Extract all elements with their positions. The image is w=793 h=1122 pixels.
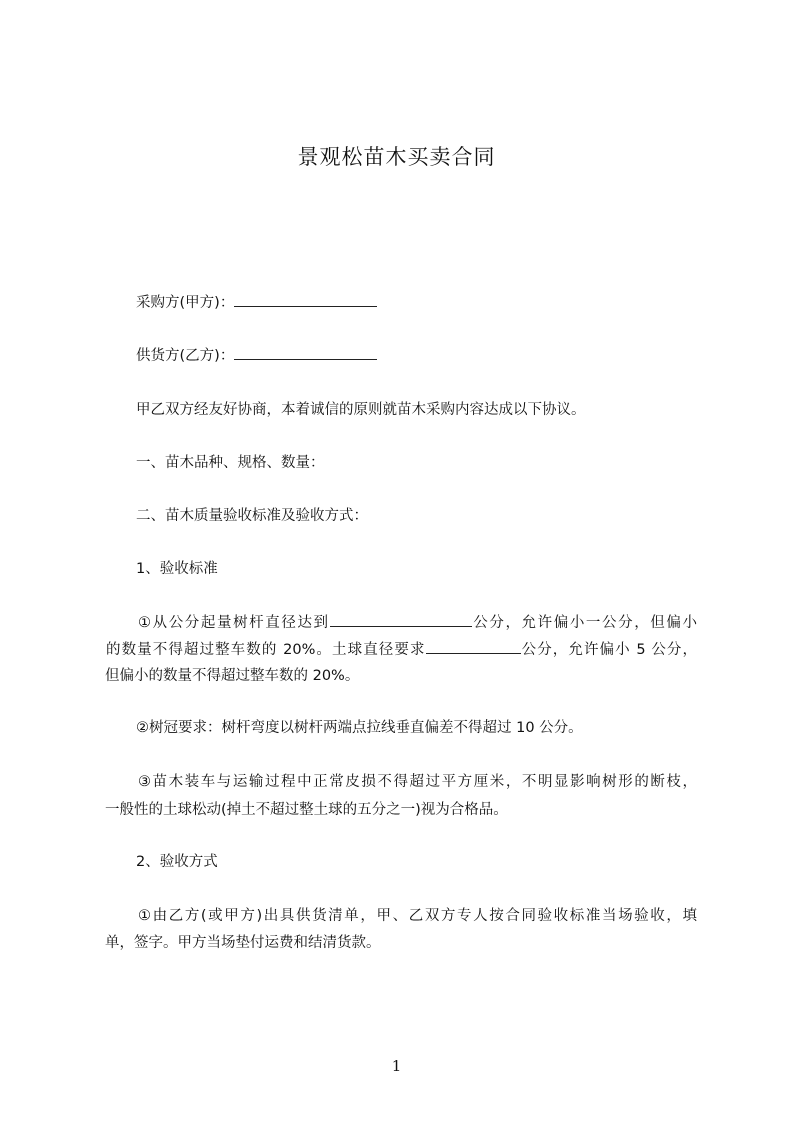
subheading-acceptance-standard: 1、验收标准 xyxy=(136,561,218,577)
document-title: 景观松苗木买卖合同 xyxy=(297,145,496,169)
supplier-blank xyxy=(234,345,377,360)
supplier-line xyxy=(136,345,377,366)
item1-text-a: ①从公分起量树杆直径达到 xyxy=(138,615,330,631)
item3-line1: ③苗木装车与运输过程中正常皮损不得超过平方厘米，不明显影响树形的断枝， xyxy=(138,774,697,790)
buyer-line xyxy=(136,292,377,313)
item1-line2 xyxy=(106,639,697,660)
item1-line1 xyxy=(138,612,697,633)
subheading-acceptance-method: 2、验收方式 xyxy=(136,854,218,870)
item4-line2: 单，签字。甲方当场垫付运费和结清货款。 xyxy=(105,935,381,951)
intro-paragraph: 甲乙双方经友好协商，本着诚信的原则就苗木采购内容达成以下协议。 xyxy=(136,402,586,418)
buyer-blank xyxy=(234,292,377,307)
buyer-label: 采购方(甲方)： xyxy=(136,295,235,311)
item2-paragraph: ②树冠要求：树杆弯度以树杆两端点拉线垂直偏差不得超过 10 公分。 xyxy=(136,720,583,736)
item1-text-c: 的数量不得超过整车数的 20%。土球直径要求 xyxy=(106,642,426,658)
item4-line1: ①由乙方(或甲方)出具供货清单，甲、乙双方专人按合同验收标准当场验收，填 xyxy=(138,908,697,924)
supplier-label: 供货方(乙方)： xyxy=(136,348,235,364)
page-number: 1 xyxy=(391,1057,402,1075)
section-heading-1: 一、苗木品种、规格、数量： xyxy=(136,455,325,471)
soil-ball-blank xyxy=(426,639,521,654)
item1-text-b: 公分，允许偏小一公分，但偏小 xyxy=(471,615,698,631)
item1-text-d: 公分，允许偏小 5 公分， xyxy=(520,642,697,658)
item3-line2: 一般性的土球松动(掉土不超过整土球的五分之一)视为合格品。 xyxy=(105,802,508,818)
section-heading-2: 二、苗木质量验收标准及验收方式： xyxy=(136,508,368,524)
diameter-blank xyxy=(330,612,472,627)
item1-line3: 但偏小的数量不得超过整车数的 20%。 xyxy=(105,668,360,684)
